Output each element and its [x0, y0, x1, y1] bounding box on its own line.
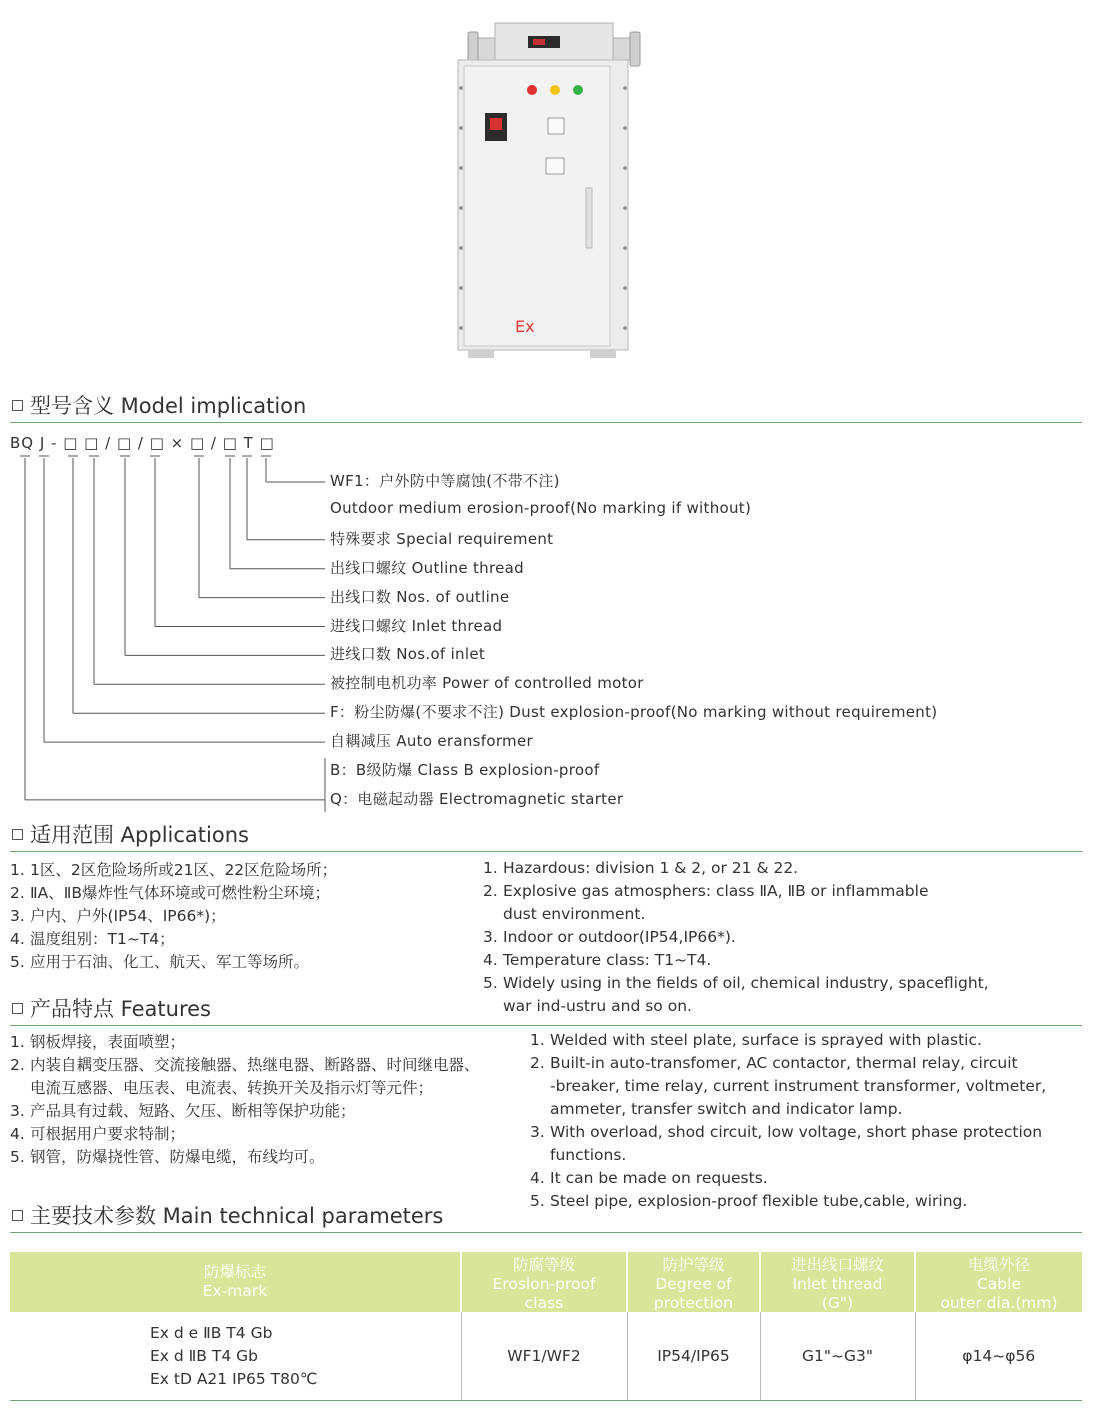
model-code: BQ J - □ □ / □ / □ × □ / □ T □: [10, 434, 275, 452]
item-number: 4.: [530, 1169, 545, 1187]
item-number: 1.: [483, 859, 498, 877]
model-legend-item: 特殊要求 Special requirement: [330, 529, 554, 548]
item-number: 5.: [10, 1148, 25, 1166]
item-number: 4.: [10, 1125, 25, 1143]
item-text: 可根据用户要求特制；: [30, 1125, 186, 1143]
features-list-cn: [10, 1031, 480, 1169]
square-bullet-icon: [12, 1210, 23, 1221]
item-number: 2.: [530, 1054, 545, 1072]
item-text: 户内、户外(IP54、IP66*)；: [30, 907, 226, 925]
item-text: ammeter, transfer switch and indicator lamp.: [550, 1100, 903, 1118]
item-number: 1.: [10, 1033, 25, 1051]
ex-mark-line: Ex d e ⅡB T4 Gb: [150, 1323, 273, 1342]
section-title: 型号含义 Model implication: [30, 394, 307, 418]
square-bullet-icon: [12, 1003, 23, 1014]
square-bullet-icon: [12, 400, 23, 411]
section-header-params: [10, 1198, 1082, 1233]
header-en-2: outer dia.(mm): [940, 1294, 1058, 1312]
list-item: [10, 951, 337, 974]
list-item: [483, 880, 989, 926]
item-text: Hazardous: division 1 & 2, or 21 & 22.: [503, 859, 799, 877]
item-text: Welded with steel plate, surface is sprayed with plastic.: [550, 1031, 982, 1049]
technical-parameters-table: [10, 1252, 1082, 1401]
item-text: ⅡA、ⅡB爆炸性气体环境或可燃性粉尘环境；: [30, 884, 330, 902]
explosion-proof-starter-illustration: [440, 18, 650, 363]
model-legend-item: Q：电磁起动器 Electromagnetic starter: [330, 789, 624, 808]
header-cn: 防腐等级: [512, 1256, 575, 1274]
model-legend-item: B：B级防爆 Class B explosion-proof: [330, 761, 600, 779]
list-item: [10, 1123, 480, 1146]
list-item: [530, 1167, 1046, 1190]
item-text: Temperature class: T1~T4.: [503, 951, 712, 969]
list-item: [10, 1031, 480, 1054]
item-text: 钢管，防爆挠性管、防爆电缆，布线均可。: [30, 1148, 325, 1166]
section-title: 主要技术参数 Main technical parameters: [30, 1204, 444, 1228]
item-text: 产品具有过载、短路、欠压、断相等保护功能；: [30, 1102, 356, 1120]
yellow-lamp-icon: [550, 85, 560, 95]
header-cn: 电缆外径: [967, 1256, 1030, 1274]
model-legend-item: 出线口数 Nos. of outline: [330, 587, 510, 606]
item-text: 内装自耦变压器、交流接触器、热继电器、断路器、时间继电器、: [30, 1056, 480, 1074]
list-item: [483, 926, 989, 949]
header-cn: 防护等级: [662, 1256, 725, 1274]
applications-list-cn: [10, 859, 337, 974]
cell-cable: φ14~φ56: [915, 1312, 1082, 1401]
item-number: 3.: [483, 928, 498, 946]
item-text: 钢板焊接，表面喷塑；: [30, 1033, 186, 1051]
list-item: [10, 882, 337, 905]
header-en-2: class: [524, 1294, 564, 1312]
item-text: war ind-ustru and so on.: [503, 997, 692, 1015]
green-lamp-icon: [573, 85, 583, 95]
table-header-row: [10, 1252, 1082, 1312]
item-text: Explosive gas atmosphers: class ⅡA, ⅡB or infIammable: [503, 882, 929, 900]
item-number: 3.: [10, 1102, 25, 1120]
item-number: 2.: [10, 884, 25, 902]
item-text: Widely using in the fields of oil, chemical industry, spaceflight,: [503, 974, 989, 992]
cell-thread: G1"~G3": [760, 1312, 915, 1401]
header-en-2: (G"): [821, 1294, 854, 1312]
header-en-2: protection: [653, 1294, 734, 1312]
item-text: With overload, shod circuit, low voltage, short phase protection: [550, 1123, 1043, 1141]
item-number: 4.: [10, 930, 25, 948]
item-number: 3.: [530, 1123, 545, 1141]
item-number: 5.: [530, 1192, 545, 1210]
header-cable: [915, 1252, 1082, 1312]
list-item: [10, 859, 337, 882]
list-item: [10, 905, 337, 928]
header-en: Cable: [976, 1275, 1021, 1293]
list-item: [530, 1121, 1046, 1167]
section-header-features: [10, 991, 1082, 1026]
header-cn: 防爆标志: [203, 1263, 266, 1281]
table-row: [10, 1312, 1082, 1401]
item-text: 温度组别：T1~T4；: [30, 930, 175, 948]
header-en: Ex-mark: [202, 1282, 268, 1300]
red-lamp-icon: [527, 85, 537, 95]
item-number: 1.: [10, 861, 25, 879]
item-text: It can be made on requests.: [550, 1169, 768, 1187]
ex-mark-logo: Ex: [515, 317, 535, 336]
section-title: 适用范围 Applications: [30, 823, 249, 847]
model-legend-item: Outdoor medium erosion-proof(No marking if without): [330, 498, 752, 517]
item-number: 4.: [483, 951, 498, 969]
list-item: [530, 1029, 1046, 1052]
cell-erosion: WF1/WF2: [461, 1312, 627, 1401]
header-ex-mark: [10, 1252, 461, 1312]
model-legend-item: 被控制电机功率 Power of controlled motor: [330, 674, 644, 693]
item-number: 5.: [10, 953, 25, 971]
model-legend-item: 进线口数 Nos.of inlet: [330, 645, 486, 664]
product-image: [440, 18, 650, 363]
model-legend-item: F：粉尘防爆(不要求不注) Dust explosion-proof(No marking without requirement): [330, 703, 938, 722]
section-header-applications: [10, 817, 1082, 852]
item-number: 5.: [483, 974, 498, 992]
ex-mark-line: Ex tD A21 IP65 T80℃: [150, 1369, 318, 1388]
model-legend-item: 进线口螺纹 Inlet thread: [330, 616, 503, 635]
header-cn: 进出线口螺纹: [790, 1256, 884, 1274]
item-text: dust environment.: [503, 905, 646, 923]
header-erosion: [461, 1252, 627, 1312]
item-text: -breaker, time relay, current instrument transformer, voltmeter,: [550, 1077, 1047, 1095]
list-item: [530, 1052, 1046, 1121]
item-text: functions.: [550, 1146, 627, 1164]
header-en: Degree of: [655, 1275, 732, 1293]
section-header-model: [10, 388, 1082, 423]
cell-ex-mark: [10, 1312, 461, 1401]
list-item: [10, 928, 337, 951]
model-legend-item: 出线口螺纹 Outline thread: [330, 558, 524, 577]
item-text: Steel pipe, explosion-proof flexible tube,cable, wiring.: [550, 1192, 968, 1210]
list-item: [10, 1054, 480, 1100]
item-number: 2.: [10, 1056, 25, 1074]
model-legend-item: 自耦减压 Auto eransformer: [330, 732, 533, 751]
item-number: 2.: [483, 882, 498, 900]
item-text: 应用于石油、化工、航天、军工等场所。: [30, 953, 310, 971]
cell-protection: IP54/IP65: [627, 1312, 760, 1401]
item-text: 电流互感器、电压表、电流表、转换开关及指示灯等元件；: [30, 1079, 434, 1097]
square-bullet-icon: [12, 829, 23, 840]
item-text: Indoor or outdoor(IP54,IP66*).: [503, 928, 736, 946]
header-en: Inlet thread: [792, 1275, 883, 1293]
model-legend-item: WF1：户外防中等腐蚀(不带不注): [330, 472, 560, 490]
header-thread: [760, 1252, 915, 1312]
item-text: 1区、2区危险场所或21区、22区危险场所；: [30, 861, 338, 879]
list-item: [10, 1100, 480, 1123]
ex-mark-line: Ex d ⅡB T4 Gb: [150, 1346, 258, 1365]
item-text: Built-in auto-transfomer, AC contactor, thermaI relay, circuit: [550, 1054, 1018, 1072]
list-item: [483, 949, 989, 972]
list-item: [483, 857, 989, 880]
features-list-en: [530, 1029, 1046, 1213]
item-number: 1.: [530, 1031, 545, 1049]
header-en: Erosion-proof: [492, 1275, 596, 1293]
list-item: [10, 1146, 480, 1169]
header-protection: [627, 1252, 760, 1312]
section-title: 产品特点 Features: [30, 997, 211, 1021]
item-number: 3.: [10, 907, 25, 925]
